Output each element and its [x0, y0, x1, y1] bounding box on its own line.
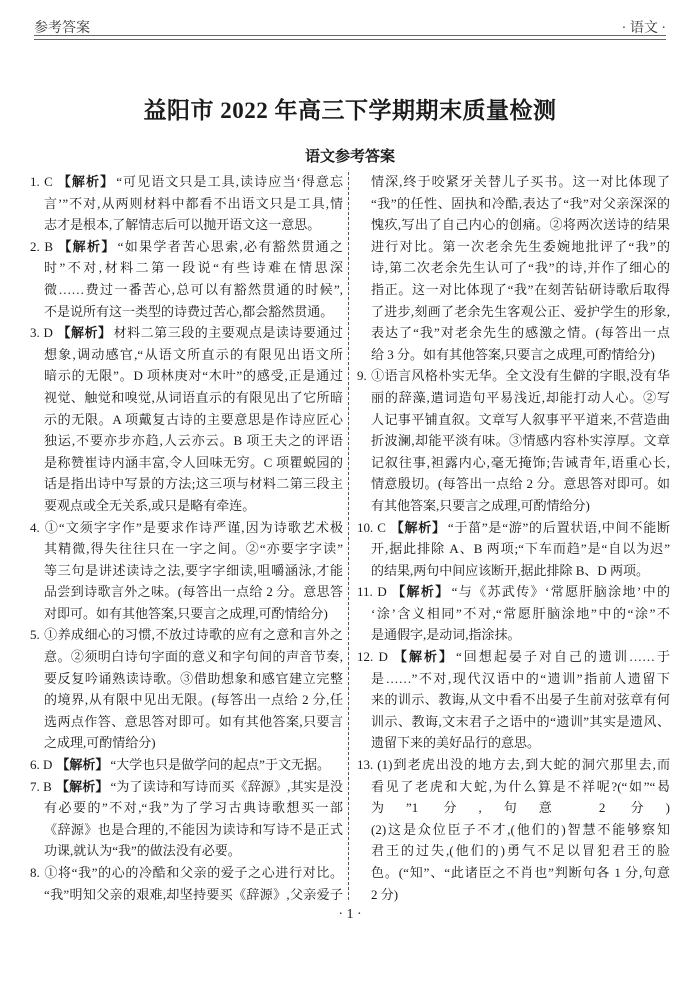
answer-line	[30, 603, 343, 625]
answer-text: “我”的任性、固执和冷酷,表达了“我”对父亲深深的	[371, 195, 670, 211]
answer-text: ①“文须字字作”是要求作诗严谨,因为诗歌艺术极	[43, 519, 343, 535]
answer-text: 折波澜,却能平淡有味。③情感内容朴实淳厚。文章	[371, 433, 670, 449]
answer-text: 进行对比。第一次老余先生委婉地批评了“我”的	[371, 238, 670, 254]
answer-line	[357, 624, 670, 646]
answer-text: 训示、教诲,文末君子之语中的“遗训”其实是遗风、	[371, 713, 670, 729]
answer-line	[357, 732, 670, 754]
answer-line	[30, 819, 343, 841]
answer-text: 不是说所有这一类型的诗费过苦心,都会豁然贯通。	[44, 303, 334, 319]
analysis-label: 【解析】	[391, 650, 454, 666]
answer-line	[357, 171, 670, 193]
answer-text: 开,据此排除 A、B 两项;“下车而趋”是“自以为迟”	[371, 541, 670, 557]
answer-text: 要反复吟诵熟读诗歌。③借助想象和感官建立完整	[44, 670, 343, 686]
answer-number: 13.	[357, 757, 374, 773]
answer-text: 为”1 分,句意 2 分)	[371, 800, 670, 816]
answer-line	[357, 409, 670, 431]
answer-text: “可见语文只是工具,读诗应当‘得意忘	[116, 174, 343, 189]
header-subject-label: · 语文 ·	[621, 21, 666, 36]
answer-number: 10. C	[357, 519, 386, 535]
answer-number: 8.	[30, 865, 40, 880]
answer-text: ‘涂’含义相同”不对,“常愿肝脑涂地”中的“涂”不	[371, 605, 670, 621]
answer-line	[357, 840, 670, 862]
answer-line	[30, 495, 343, 517]
answer-text: 情深,终于咬紧牙关替儿子买书。这一对比体现了	[371, 174, 670, 189]
answer-text: 之成理,可酌情给分)	[44, 735, 156, 751]
answer-line	[357, 646, 670, 668]
answer-line	[30, 560, 343, 582]
answer-number: 9.	[357, 368, 367, 384]
answer-text: 其精微,得失往往只在一字之间。②“亦要字字读”	[44, 541, 343, 557]
answer-item	[30, 776, 343, 862]
answer-line	[30, 884, 343, 906]
answer-text: 了进步,刻画了老余先生客观公正、爱护学生的形象,	[371, 303, 670, 319]
answer-text: 选两点作答、意思答对即可。如有其他答案,只要言	[44, 713, 343, 729]
answer-line	[357, 495, 670, 517]
answer-item	[30, 236, 343, 322]
answer-number: 4.	[30, 519, 40, 535]
answer-text: “为了读诗和写诗而买《辞源》,其实是没	[110, 778, 343, 794]
analysis-label: 【解析】	[55, 779, 109, 795]
answer-text: 品尝到诗歌言外之味。(每答出一点给 2 分。意思答	[44, 584, 343, 600]
answer-item	[357, 646, 670, 754]
answer-text: 想象,调动感官,“从语文所直示的有限见出语文所	[44, 346, 343, 362]
answer-text: 的结果,两句中间应该断开,据此排除 B、D 两项。	[371, 562, 650, 578]
answer-text: 记叙往事,袒露内心,毫无掩饰;告诫青年,语重心长,	[371, 454, 670, 470]
answer-line	[30, 387, 343, 409]
answer-line	[357, 754, 670, 776]
answer-line	[30, 193, 343, 215]
answer-line	[30, 236, 343, 258]
answer-line	[357, 452, 670, 474]
answer-text: 微……费过一番苦心,总可以有豁然贯通的时候”,	[44, 281, 343, 297]
answer-line	[30, 624, 343, 646]
answer-text: 功课,就认为“我”的做法没有必要。	[44, 843, 241, 859]
answer-line	[30, 862, 343, 884]
answer-text: 遗留下来的美好品行的意思。	[371, 735, 541, 751]
answer-text: 言’”不对,从两则材料中都看不出语文只是工具,情	[44, 195, 343, 211]
answer-line	[30, 797, 343, 819]
answer-text: 愧疚,写出了自己内心的创痛。②将两次送诗的结果	[371, 217, 670, 233]
answer-item	[357, 581, 670, 646]
answer-line	[30, 581, 343, 603]
answer-text: 指正。这一对比体现了“我”在刻苦钻研诗歌后取得	[371, 281, 670, 297]
answer-item	[30, 322, 343, 516]
answer-line	[357, 668, 670, 690]
answer-number: 5.	[30, 627, 40, 643]
answer-text: 是通假字,是动词,指涂抹。	[371, 627, 521, 643]
answer-line	[30, 668, 343, 690]
analysis-label: 【解析】	[57, 239, 116, 255]
answer-text: “回想起晏子对自己的遗训……于	[456, 649, 670, 665]
answer-text: “于菑”是“游”的后置状语,中间不能断	[447, 519, 670, 535]
answer-line	[357, 365, 670, 387]
answer-text: 对即可。如有其他答案,只要言之成理,可酌情给分)	[44, 605, 328, 621]
answer-line	[30, 711, 343, 733]
answer-line	[357, 689, 670, 711]
answer-line	[357, 344, 670, 366]
page-number: · 1 ·	[338, 907, 362, 922]
answer-line	[357, 862, 670, 884]
answer-line	[30, 171, 343, 193]
answer-number: 3. D	[30, 325, 53, 341]
answer-line	[357, 387, 670, 409]
column-divider	[348, 172, 349, 900]
page-title: 益阳市 2022 年高三下学期期末质量检测	[143, 98, 557, 123]
answer-text: 暗示的无限”。D 项林庚对“木叶”的感受,正是通过	[44, 368, 343, 384]
answer-line	[30, 344, 343, 366]
answer-text: 情意殷切。(每答出一点给 2 分。意思答对即可。如	[371, 476, 670, 492]
answer-text: “与《苏武传》‘常愿肝脑涂地’中的	[451, 584, 670, 600]
answers-right-column	[357, 171, 670, 905]
answer-item	[357, 171, 670, 365]
answer-text: 等三句是讲述读诗之法,要字字细读,咀嚼涵泳,才能	[44, 562, 343, 578]
answer-text: 《辞源》也是合理的,不能因为读诗和写诗不是正式	[44, 821, 343, 837]
answer-number: 11. D	[357, 584, 387, 600]
answer-item	[30, 517, 343, 625]
answer-item	[30, 171, 343, 236]
answer-line	[30, 322, 343, 344]
answer-line	[357, 560, 670, 582]
answer-line	[30, 473, 343, 495]
answer-line	[357, 193, 670, 215]
answer-line	[357, 603, 670, 625]
page-subtitle: 语文参考答案	[304, 149, 395, 165]
answer-text: 有必要的”不对,“我”为了学习古典诗歌想买一部	[44, 800, 343, 816]
answer-text: 是……”不对,现代汉语中的“遗训”指前人遗留下	[371, 670, 670, 686]
answer-text: 志才是根本,了解情志后可以抛开语文这一意思。	[44, 217, 321, 233]
answer-line	[30, 754, 343, 776]
answer-text: ①将“我”的心的冷酷和父亲的爱子之心进行对比。	[43, 865, 343, 880]
answer-line	[30, 214, 343, 236]
answer-line	[357, 797, 670, 819]
answer-line	[357, 301, 670, 323]
answer-text: ①养成细心的习惯,不放过诗歌的应有之意和言外之	[43, 627, 343, 643]
analysis-label: 【解析】	[56, 758, 109, 774]
header-divider	[34, 35, 666, 40]
answer-text: (1)到老虎出没的地方去,到大蛇的洞穴那里去,而	[377, 757, 670, 773]
answer-text: “大学也只是做学问的起点”于文无据。	[110, 757, 330, 773]
analysis-label: 【解析】	[56, 326, 112, 342]
answer-item	[357, 754, 670, 905]
answer-line	[357, 257, 670, 279]
answer-item	[30, 624, 343, 754]
answer-text: 看见了老虎和大蛇,为什么算是不祥呢?(“如”“曷	[371, 778, 670, 794]
answer-line	[30, 517, 343, 539]
answer-text: 君王的过失,(他们的)勇气不足以冒犯君王的脸	[371, 843, 670, 859]
answer-line	[30, 732, 343, 754]
answer-line	[357, 517, 670, 539]
answer-text: 色。(“知”、“此诸臣之不肖也”判断句各 1 分,句意	[371, 865, 670, 880]
answer-line	[30, 279, 343, 301]
answer-text: 示的无限。A 项戴复古诗的主要意思是作诗应匠心	[44, 411, 343, 427]
answer-line	[30, 538, 343, 560]
answer-text: 表达了“我”对老余先生的感激之情。(每答出一点	[371, 325, 670, 341]
answer-line	[357, 776, 670, 798]
answer-line	[357, 430, 670, 452]
answer-text: 材料二第三段的主要观点是读诗要通过	[113, 325, 343, 341]
answer-line	[30, 840, 343, 862]
answer-line	[30, 646, 343, 668]
answer-text: 给 3 分。如有其他答案,只要言之成理,可酌情给分)	[371, 346, 655, 362]
answer-text: ①语言风格朴实无华。全文没有生僻的字眼,没有华	[370, 368, 670, 384]
analysis-label: 【解析】	[389, 520, 446, 536]
answer-item	[357, 365, 670, 516]
answer-line	[30, 301, 343, 323]
answer-line	[357, 884, 670, 906]
answers-left-column	[30, 171, 343, 905]
answer-item	[357, 517, 670, 582]
answer-line	[357, 711, 670, 733]
answer-text: 人记事平铺直叙。文章写人叙事平平道来,不营造曲	[371, 411, 670, 427]
answer-line	[357, 581, 670, 603]
answer-number: 1. C	[30, 174, 53, 189]
answer-line	[357, 473, 670, 495]
answer-number: 6. D	[30, 757, 53, 773]
answer-line	[30, 430, 343, 452]
answer-line	[30, 409, 343, 431]
answer-line	[357, 214, 670, 236]
answer-line	[30, 365, 343, 387]
header-left-label: 参考答案	[34, 21, 90, 36]
answer-line	[357, 322, 670, 344]
answer-item	[30, 754, 343, 776]
answer-text: 2 分)	[371, 886, 399, 902]
answer-text: 的境界,从有限中见出无限。(每答出一点给 2 分,任	[44, 692, 343, 708]
analysis-label: 【解析】	[390, 585, 450, 601]
answer-text: 来的训示、教诲,从文中看不出晏子生前对弦章有何	[371, 692, 670, 708]
answer-line	[30, 452, 343, 474]
answer-line	[357, 538, 670, 560]
answer-line	[357, 819, 670, 841]
answer-line	[30, 257, 343, 279]
answer-text: 诗,第二次老余先生认可了“我”的诗,并作了细心的	[371, 260, 670, 276]
answer-text: (2)这是众位臣子不才,(他们的)智慧不能够察知	[371, 821, 670, 837]
answer-line	[30, 776, 343, 798]
answer-number: 12. D	[357, 649, 388, 665]
answer-text: 话是指出诗中写景的方法;这三项与材料二第三段主	[44, 476, 343, 492]
answer-line	[30, 689, 343, 711]
answer-text: 要观点或全无关系,或只是略有牵连。	[44, 497, 256, 513]
answer-text: 有其他答案,只要言之成理,可酌情给分)	[371, 497, 590, 513]
answer-text: 丽的辞藻,遣词造句平易浅近,却能打动人心。②写	[371, 389, 670, 405]
analysis-label: 【解析】	[56, 175, 115, 190]
answer-text: 意。②须明白诗句字面的意义和字句间的声音节奏,	[44, 649, 343, 665]
answer-text: 是称赞崔诗内涵丰富,令人回味无穷。C 项瞿蜕园的	[44, 454, 343, 470]
answer-text: “我”明知父亲的艰难,却坚持要买《辞源》,父亲爱子	[44, 886, 343, 902]
answer-item	[30, 862, 343, 905]
answer-line	[357, 279, 670, 301]
answer-text: 独运,不要亦步亦趋,人云亦云。B 项王夫之的评语	[44, 433, 343, 449]
answer-text: “如果学者苦心思索,必有豁然贯通之	[117, 238, 343, 254]
answer-line	[357, 236, 670, 258]
answer-text: 视觉、触觉和嗅觉,从词语直示的有限见出了它所暗	[44, 389, 343, 405]
answer-text: 时”不对,材料二第一段说“有些诗难在情思深	[44, 260, 343, 276]
answer-number: 7. B	[30, 778, 52, 794]
answer-number: 2. B	[30, 238, 54, 254]
